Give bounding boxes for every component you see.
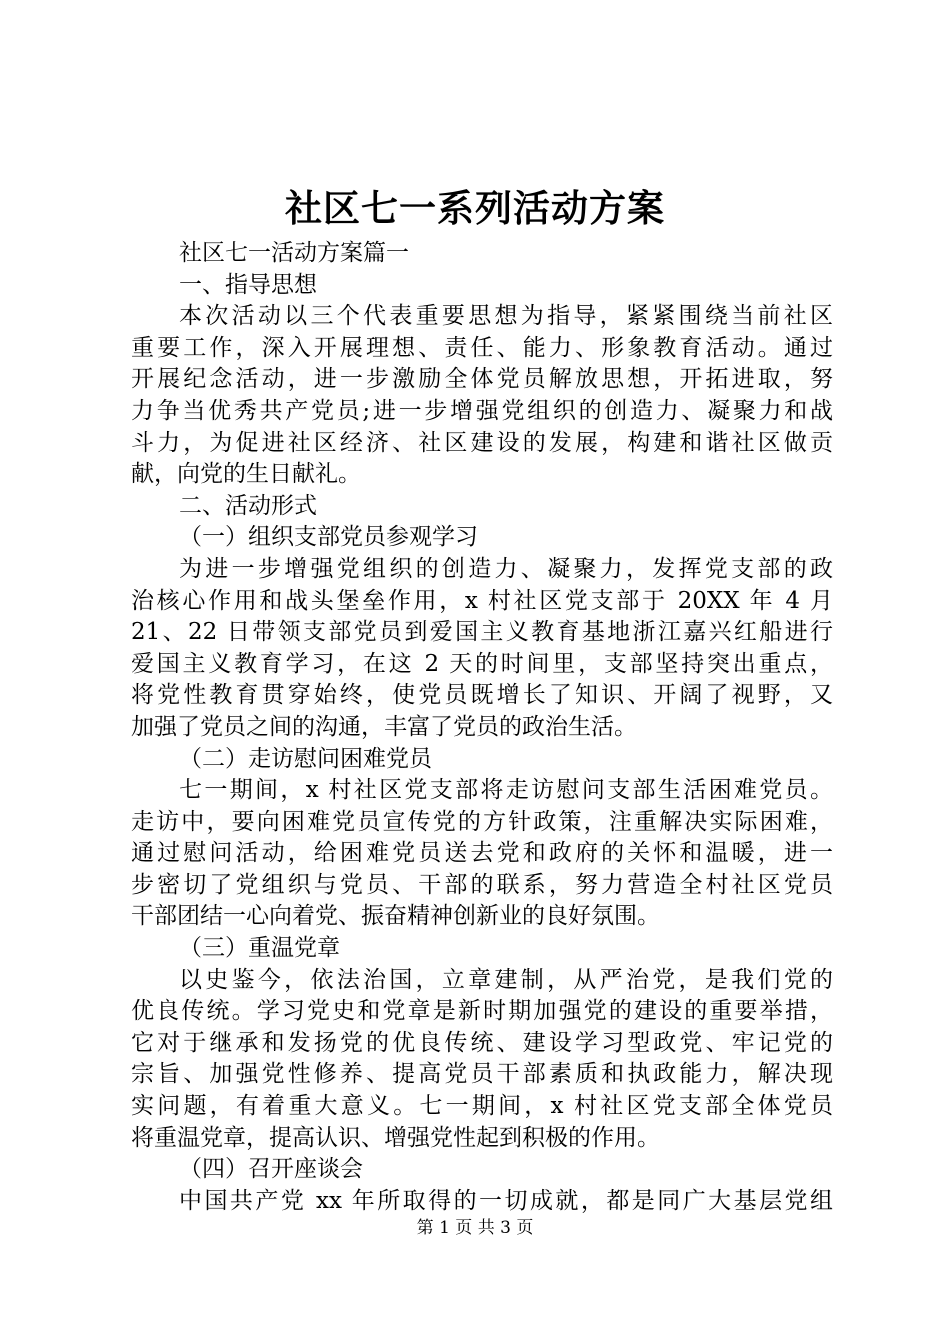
body-line: 实问题，有着重大意义。七一期间，x 村社区党支部全体党员: [131, 1093, 833, 1120]
body-line: 步密切了党组织与党员、干部的联系，努力营造全村社区党员: [131, 871, 833, 898]
body-line: 通过慰问活动，给困难党员送去党和政府的关怀和温暖，进一: [131, 840, 833, 867]
body-line: 本次活动以三个代表重要思想为指导，紧紧围绕当前社区: [179, 303, 833, 330]
body-line: 将重温党章，提高认识、增强党性起到积极的作用。: [131, 1124, 660, 1151]
body-line: 力争当优秀共产党员;进一步增强党组织的创造力、凝聚力和战: [131, 397, 833, 424]
body-line: （四）召开座谈会: [179, 1156, 363, 1183]
body-line: 加强了党员之间的沟通，丰富了党员的政治生活。: [131, 713, 637, 740]
body-line: 以史鉴今，依法治国，立章建制，从严治党，是我们党的: [179, 966, 833, 993]
body-line: 社区七一活动方案篇一: [179, 240, 409, 266]
body-line: 二、活动形式: [179, 492, 317, 519]
body-line: （三）重温党章: [179, 935, 340, 962]
body-line: 走访中，要向困难党员宣传党的方针政策，注重解决实际困难，: [131, 808, 833, 835]
body-line: 开展纪念活动，进一步激励全体党员解放思想，开拓进取，努: [131, 366, 833, 393]
body-line: 它对于继承和发扬党的优良传统、建设学习型政党、牢记党的: [131, 1029, 833, 1056]
body-line: 中国共产党 xx 年所取得的一切成就，都是同广大基层党组: [179, 1187, 833, 1214]
body-line: 宗旨、加强党性修养、提高党员干部素质和执政能力，解决现: [131, 1061, 833, 1088]
body-line: 爱国主义教育学习，在这 2 天的时间里，支部坚持突出重点，: [131, 650, 833, 677]
body-line: 献，向党的生日献礼。: [131, 461, 361, 488]
body-line: 重要工作，深入开展理想、责任、能力、形象教育活动。通过: [131, 334, 833, 361]
body-line: 将党性教育贯穿始终，使党员既增长了知识、开阔了视野，又: [131, 682, 833, 709]
page-footer: 第 1 页 共 3 页: [416, 1218, 534, 1238]
body-line: 为进一步增强党组织的创造力、凝聚力，发挥党支部的政: [179, 555, 833, 582]
document-body: [131, 238, 833, 1217]
body-line: （一）组织支部党员参观学习: [179, 524, 478, 551]
body-line: 七一期间，x 村社区党支部将走访慰问支部生活困难党员。: [179, 777, 833, 804]
body-line: （二）走访慰问困难党员: [179, 745, 432, 772]
body-line: 21、22 日带领支部党员到爱国主义教育基地浙江嘉兴红船进行: [131, 619, 833, 646]
document-title: 社区七一系列活动方案: [285, 186, 665, 230]
body-line: 一、指导思想: [179, 271, 317, 298]
body-line: 斗力，为促进社区经济、社区建设的发展，构建和谐社区做贡: [131, 429, 833, 456]
body-line: 优良传统。学习党史和党章是新时期加强党的建设的重要举措，: [131, 998, 833, 1025]
body-line: 治核心作用和战头堡垒作用，x 村社区党支部于 20XX 年 4 月: [131, 587, 833, 614]
body-line: 干部团结一心向着党、振奋精神创新业的良好氛围。: [131, 903, 660, 930]
